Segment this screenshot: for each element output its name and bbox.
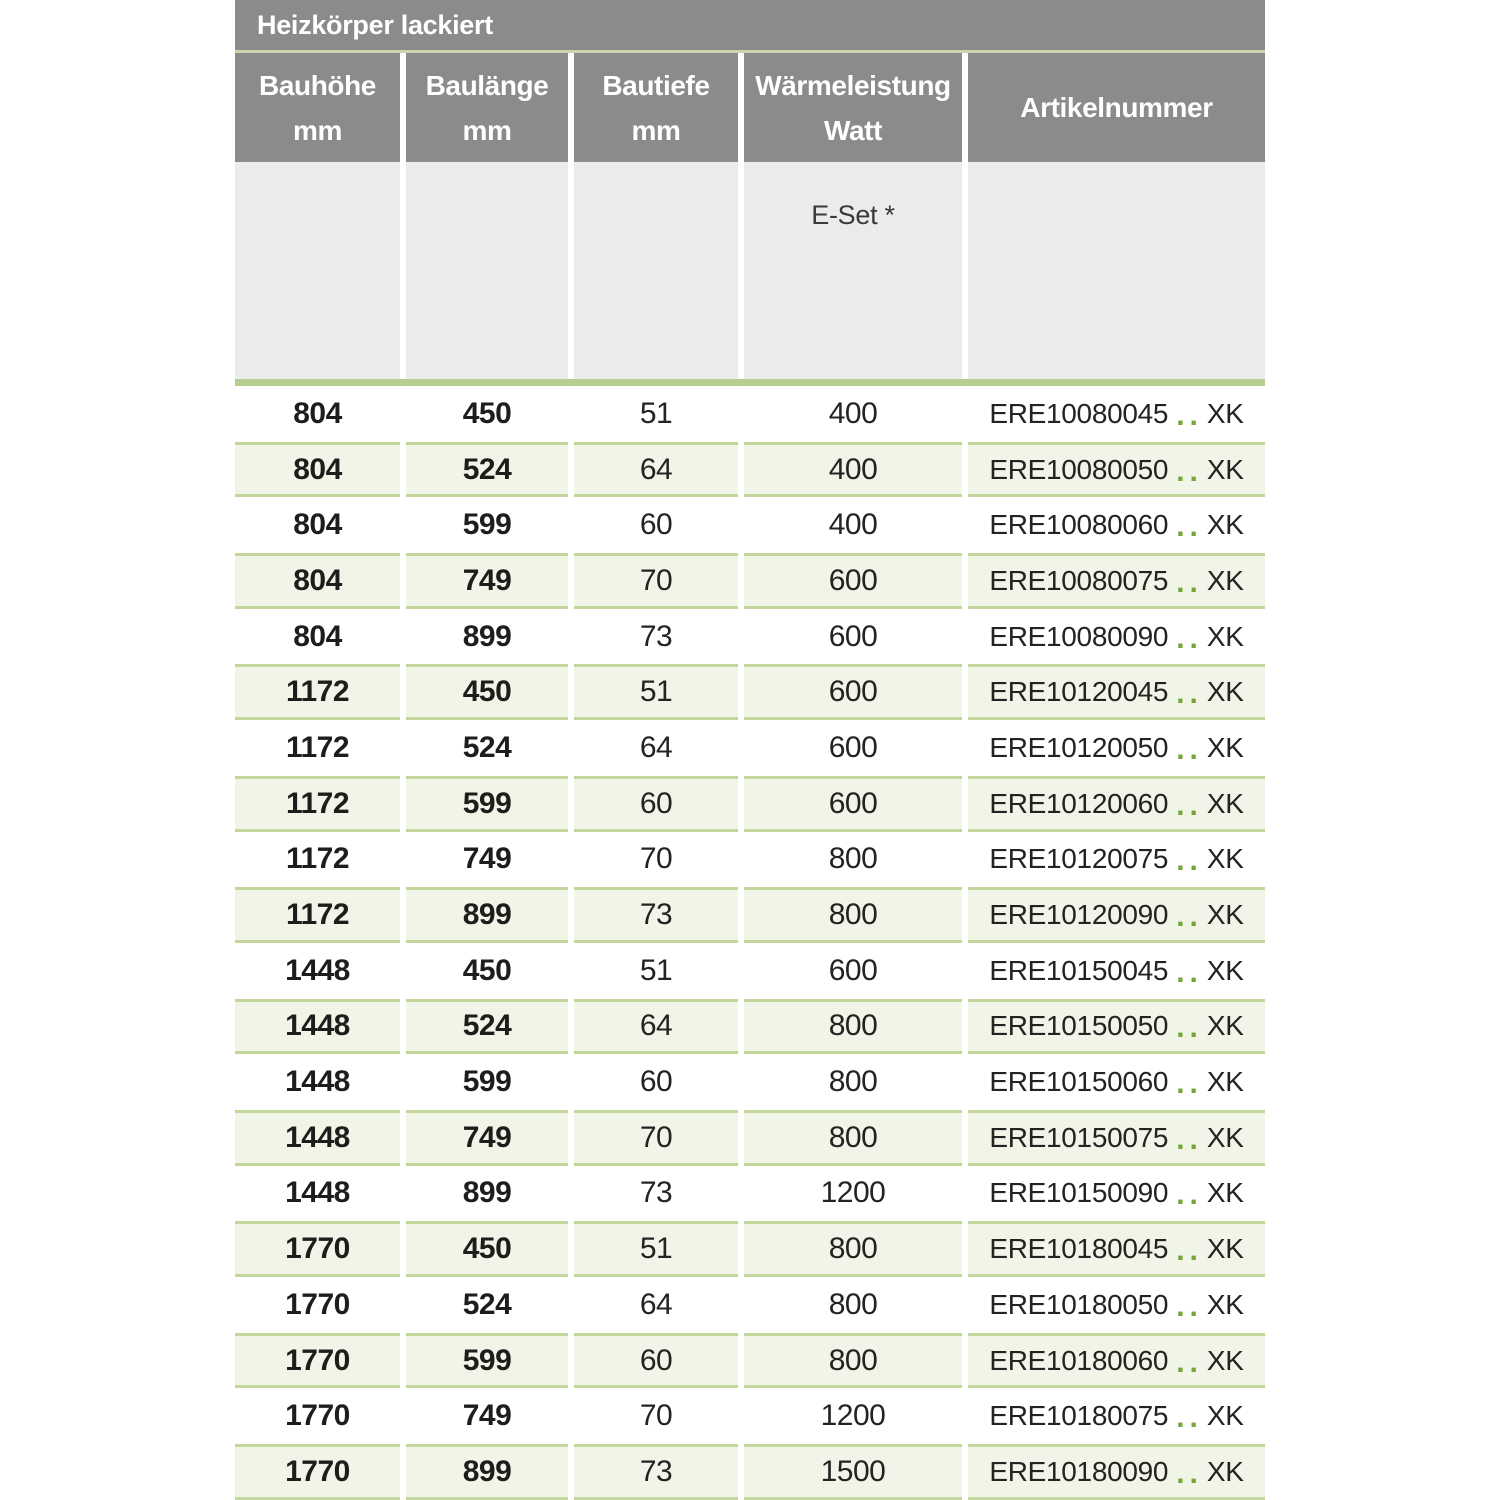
cell-waermeleistung: 400	[744, 386, 962, 442]
cell-artikelnummer	[968, 1444, 1265, 1500]
cell-baulaenge: 749	[406, 1110, 568, 1166]
cell-bautiefe: 64	[574, 442, 738, 498]
cell-baulaenge: 899	[406, 609, 568, 665]
table-row	[235, 720, 1265, 776]
cell-artikelnummer	[968, 832, 1265, 888]
cell-artikelnummer	[968, 1110, 1265, 1166]
cell-baulaenge: 899	[406, 1166, 568, 1222]
column-header-bautiefe	[574, 53, 738, 162]
column-header-line2: mm	[293, 114, 342, 146]
column-header-line1: Bauhöhe	[259, 69, 376, 101]
artikel-suffix: XK	[1206, 787, 1244, 819]
cell-waermeleistung: 800	[744, 887, 962, 943]
artikel-placeholder-dots: ..	[1176, 955, 1203, 989]
cell-bautiefe: 64	[574, 720, 738, 776]
cell-bautiefe: 51	[574, 943, 738, 999]
cell-artikelnummer	[968, 386, 1265, 442]
table-row	[235, 999, 1265, 1055]
cell-baulaenge: 599	[406, 497, 568, 553]
artikel-placeholder-dots: ..	[1176, 398, 1203, 432]
cell-bauhoehe: 1448	[235, 1110, 400, 1166]
cell-artikelnummer	[968, 664, 1265, 720]
artikel-suffix: XK	[1206, 620, 1244, 652]
artikel-suffix: XK	[1206, 1344, 1244, 1376]
artikel-placeholder-dots: ..	[1176, 1122, 1203, 1156]
column-header-line1: Wärmeleistung	[755, 69, 951, 101]
artikel-suffix: XK	[1206, 1066, 1244, 1098]
cell-baulaenge: 599	[406, 1054, 568, 1110]
cell-bautiefe: 70	[574, 1110, 738, 1166]
cell-bauhoehe: 804	[235, 553, 400, 609]
cell-artikelnummer	[968, 1277, 1265, 1333]
subheader-cell-artikelnummer	[968, 162, 1265, 379]
cell-waermeleistung: 800	[744, 832, 962, 888]
cell-bauhoehe: 1172	[235, 887, 400, 943]
cell-bautiefe: 64	[574, 999, 738, 1055]
cell-waermeleistung: 600	[744, 776, 962, 832]
table-row	[235, 1388, 1265, 1444]
artikel-suffix: XK	[1206, 843, 1244, 875]
cell-artikelnummer	[968, 887, 1265, 943]
table-row	[235, 442, 1265, 498]
subheader-cell-bautiefe	[574, 162, 738, 379]
cell-waermeleistung: 600	[744, 720, 962, 776]
artikel-prefix: ERE10180045	[989, 1233, 1169, 1265]
cell-bauhoehe: 804	[235, 497, 400, 553]
column-header-line2: mm	[631, 114, 681, 146]
cell-bauhoehe: 1172	[235, 832, 400, 888]
artikel-placeholder-dots: ..	[1176, 1234, 1203, 1268]
cell-bautiefe: 51	[574, 386, 738, 442]
cell-bauhoehe: 1770	[235, 1277, 400, 1333]
table-subheader-row	[235, 162, 1265, 379]
cell-baulaenge: 524	[406, 720, 568, 776]
cell-bauhoehe: 804	[235, 609, 400, 665]
cell-bautiefe: 73	[574, 609, 738, 665]
column-header-bauhoehe	[235, 53, 400, 162]
cell-artikelnummer	[968, 442, 1265, 498]
cell-bauhoehe: 1770	[235, 1333, 400, 1389]
table-row	[235, 943, 1265, 999]
cell-bauhoehe: 1172	[235, 776, 400, 832]
artikel-placeholder-dots: ..	[1176, 510, 1203, 544]
artikel-placeholder-dots: ..	[1176, 900, 1203, 934]
cell-bautiefe: 51	[574, 664, 738, 720]
artikel-prefix: ERE10150075	[989, 1121, 1169, 1153]
cell-bautiefe: 73	[574, 887, 738, 943]
artikel-placeholder-dots: ..	[1176, 1345, 1203, 1379]
artikel-prefix: ERE10120060	[989, 787, 1169, 819]
cell-baulaenge: 524	[406, 999, 568, 1055]
column-header-waermeleistung	[744, 53, 962, 162]
cell-artikelnummer	[968, 497, 1265, 553]
table-title: Heizkörper lackiert	[235, 0, 1265, 50]
cell-baulaenge: 749	[406, 832, 568, 888]
artikel-suffix: XK	[1206, 954, 1244, 986]
table-row	[235, 832, 1265, 888]
artikel-prefix: ERE10080045	[989, 397, 1169, 429]
cell-waermeleistung: 800	[744, 1054, 962, 1110]
cell-waermeleistung: 800	[744, 1221, 962, 1277]
cell-artikelnummer	[968, 1054, 1265, 1110]
column-header-line1: Bautiefe	[602, 69, 710, 101]
artikel-prefix: ERE10150090	[989, 1177, 1169, 1209]
cell-waermeleistung: 400	[744, 442, 962, 498]
table-header-row	[235, 53, 1265, 162]
artikel-prefix: ERE10150060	[989, 1066, 1169, 1098]
table-row	[235, 386, 1265, 442]
cell-waermeleistung: 800	[744, 1110, 962, 1166]
cell-waermeleistung: 600	[744, 609, 962, 665]
cell-baulaenge: 524	[406, 1277, 568, 1333]
cell-artikelnummer	[968, 553, 1265, 609]
cell-waermeleistung: 800	[744, 999, 962, 1055]
artikel-suffix: XK	[1206, 1121, 1244, 1153]
cell-waermeleistung: 800	[744, 1277, 962, 1333]
table-row	[235, 497, 1265, 553]
table-row	[235, 1166, 1265, 1222]
cell-bauhoehe: 1448	[235, 999, 400, 1055]
cell-waermeleistung: 600	[744, 553, 962, 609]
cell-baulaenge: 749	[406, 553, 568, 609]
artikel-suffix: XK	[1206, 1233, 1244, 1265]
artikel-prefix: ERE10080060	[989, 509, 1169, 541]
table-row	[235, 887, 1265, 943]
cell-bautiefe: 70	[574, 832, 738, 888]
artikel-suffix: XK	[1206, 453, 1244, 485]
artikel-prefix: ERE10080075	[989, 564, 1169, 596]
artikel-placeholder-dots: ..	[1176, 1401, 1203, 1435]
table-row	[235, 1054, 1265, 1110]
artikel-prefix: ERE10180060	[989, 1344, 1169, 1376]
green-divider-bar	[235, 379, 1265, 386]
artikel-prefix: ERE10120075	[989, 843, 1169, 875]
column-header-baulaenge	[406, 53, 568, 162]
artikel-suffix: XK	[1206, 564, 1244, 596]
cell-waermeleistung: 1200	[744, 1166, 962, 1222]
cell-baulaenge: 450	[406, 386, 568, 442]
artikel-placeholder-dots: ..	[1176, 1289, 1203, 1323]
cell-bautiefe: 60	[574, 1054, 738, 1110]
table-row	[235, 1444, 1265, 1500]
cell-bautiefe: 60	[574, 497, 738, 553]
table-row	[235, 609, 1265, 665]
artikel-placeholder-dots: ..	[1176, 677, 1203, 711]
cell-waermeleistung: 400	[744, 497, 962, 553]
artikel-suffix: XK	[1206, 1455, 1244, 1487]
artikel-prefix: ERE10080050	[989, 453, 1169, 485]
table-row	[235, 1333, 1265, 1389]
cell-baulaenge: 450	[406, 943, 568, 999]
artikel-placeholder-dots: ..	[1176, 621, 1203, 655]
artikel-prefix: ERE10180050	[989, 1288, 1169, 1320]
artikel-prefix: ERE10120045	[989, 676, 1169, 708]
cell-bauhoehe: 804	[235, 386, 400, 442]
artikel-placeholder-dots: ..	[1176, 1067, 1203, 1101]
cell-bautiefe: 60	[574, 776, 738, 832]
cell-bautiefe: 70	[574, 553, 738, 609]
cell-baulaenge: 524	[406, 442, 568, 498]
cell-bauhoehe: 1172	[235, 720, 400, 776]
artikel-suffix: XK	[1206, 397, 1244, 429]
artikel-placeholder-dots: ..	[1176, 1178, 1203, 1212]
cell-artikelnummer	[968, 1388, 1265, 1444]
cell-artikelnummer	[968, 720, 1265, 776]
artikel-placeholder-dots: ..	[1176, 788, 1203, 822]
artikel-suffix: XK	[1206, 899, 1244, 931]
cell-artikelnummer	[968, 1221, 1265, 1277]
cell-baulaenge: 450	[406, 1221, 568, 1277]
cell-bauhoehe: 1448	[235, 943, 400, 999]
cell-artikelnummer	[968, 943, 1265, 999]
cell-waermeleistung: 1200	[744, 1388, 962, 1444]
cell-bauhoehe: 804	[235, 442, 400, 498]
cell-waermeleistung: 600	[744, 943, 962, 999]
table-row	[235, 553, 1265, 609]
artikel-prefix: ERE10180090	[989, 1455, 1169, 1487]
artikel-prefix: ERE10080090	[989, 620, 1169, 652]
artikel-suffix: XK	[1206, 676, 1244, 708]
column-header-line1: Artikelnummer	[1020, 92, 1213, 123]
artikel-placeholder-dots: ..	[1176, 454, 1203, 488]
cell-waermeleistung: 600	[744, 664, 962, 720]
column-header-line1: Baulänge	[425, 69, 549, 101]
cell-bauhoehe: 1448	[235, 1166, 400, 1222]
cell-artikelnummer	[968, 1333, 1265, 1389]
cell-bauhoehe: 1770	[235, 1444, 400, 1500]
artikel-placeholder-dots: ..	[1176, 1011, 1203, 1045]
artikel-prefix: ERE10120090	[989, 899, 1169, 931]
cell-baulaenge: 450	[406, 664, 568, 720]
cell-bauhoehe: 1770	[235, 1388, 400, 1444]
table-row	[235, 776, 1265, 832]
table-row	[235, 1277, 1265, 1333]
column-header-artikelnummer	[968, 53, 1265, 162]
table-row	[235, 1110, 1265, 1166]
cell-bautiefe: 73	[574, 1166, 738, 1222]
artikel-prefix: ERE10180075	[989, 1400, 1169, 1432]
cell-baulaenge: 899	[406, 887, 568, 943]
product-table	[235, 0, 1265, 1500]
cell-baulaenge: 599	[406, 1333, 568, 1389]
artikel-placeholder-dots: ..	[1176, 1456, 1203, 1490]
cell-bautiefe: 73	[574, 1444, 738, 1500]
cell-artikelnummer	[968, 776, 1265, 832]
cell-waermeleistung: 1500	[744, 1444, 962, 1500]
cell-bautiefe: 64	[574, 1277, 738, 1333]
artikel-suffix: XK	[1206, 1400, 1244, 1432]
artikel-placeholder-dots: ..	[1176, 565, 1203, 599]
column-header-line2: Watt	[823, 114, 882, 146]
cell-bauhoehe: 1770	[235, 1221, 400, 1277]
artikel-placeholder-dots: ..	[1176, 732, 1203, 766]
artikel-suffix: XK	[1206, 731, 1244, 763]
cell-artikelnummer	[968, 1166, 1265, 1222]
artikel-prefix: ERE10150050	[989, 1010, 1169, 1042]
subheader-cell-bauhoehe	[235, 162, 400, 379]
cell-baulaenge: 749	[406, 1388, 568, 1444]
artikel-suffix: XK	[1206, 1288, 1244, 1320]
artikel-prefix: ERE10150045	[989, 954, 1169, 986]
cell-artikelnummer	[968, 609, 1265, 665]
artikel-suffix: XK	[1206, 509, 1244, 541]
artikel-placeholder-dots: ..	[1176, 844, 1203, 878]
cell-bautiefe: 51	[574, 1221, 738, 1277]
artikel-prefix: ERE10120050	[989, 731, 1169, 763]
cell-waermeleistung: 800	[744, 1333, 962, 1389]
cell-bauhoehe: 1172	[235, 664, 400, 720]
cell-artikelnummer	[968, 999, 1265, 1055]
table-row	[235, 664, 1265, 720]
subheader-cell-baulaenge	[406, 162, 568, 379]
artikel-suffix: XK	[1206, 1010, 1244, 1042]
cell-bautiefe: 60	[574, 1333, 738, 1389]
cell-baulaenge: 899	[406, 1444, 568, 1500]
column-header-line2: mm	[462, 114, 512, 146]
cell-bautiefe: 70	[574, 1388, 738, 1444]
subheader-eset-label: E-Set *	[744, 162, 962, 379]
table-row	[235, 1221, 1265, 1277]
artikel-suffix: XK	[1206, 1177, 1244, 1209]
cell-baulaenge: 599	[406, 776, 568, 832]
cell-bauhoehe: 1448	[235, 1054, 400, 1110]
